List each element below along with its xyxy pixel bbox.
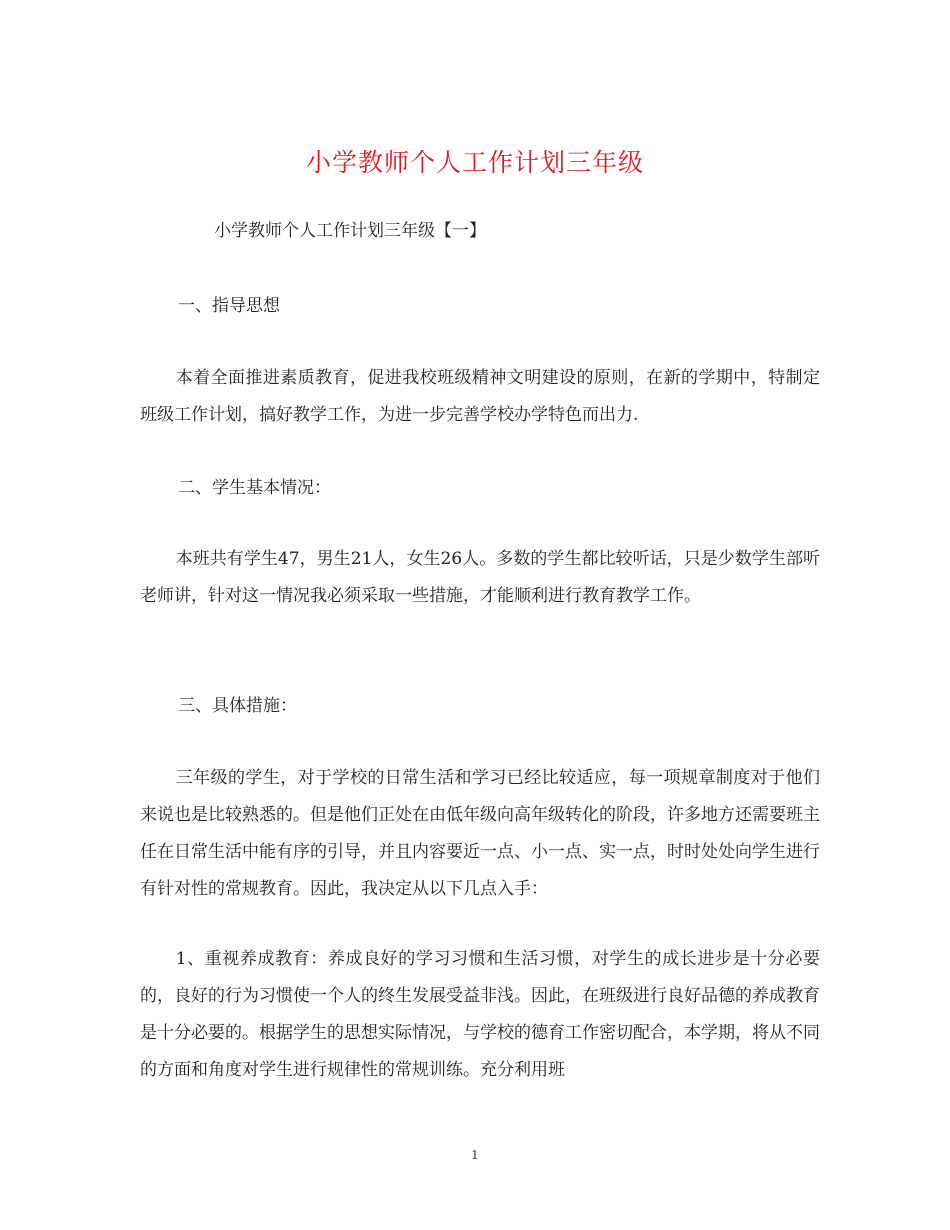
page-number: 1 [471, 1148, 479, 1162]
paragraph-3: 三年级的学生，对于学校的日常生活和学习已经比较适应，每一项规章制度对于他们来说也是比较熟悉的。但是他们正处在由低年级向高年级转化的阶段，许多地方还需要班主任在日常生活中能有序的引导，并且内容要近一点、小一点、实一点，时时处处向学生进行有针对性的常规教育。因此，我决定从以下几点入手： [140, 768, 820, 899]
section-heading-2: 二、学生基本情况： [178, 478, 331, 498]
document-subtitle: 小学教师个人工作计划三年级【一】 [214, 221, 486, 241]
paragraph-1: 本着全面推进素质教育，促进我校班级精神文明建设的原则，在新的学期中，特制定班级工作计划，搞好教学工作，为进一步完善学校办学特色而出力. [140, 368, 820, 425]
section-heading-1: 一、指导思想 [178, 296, 280, 316]
section-heading-3: 三、具体措施： [178, 696, 297, 716]
document-title: 小学教师个人工作计划三年级 [305, 148, 644, 177]
paragraph-4: 1、重视养成教育：养成良好的学习习惯和生活习惯，对学生的成长进步是十分必要的，良好的行为习惯使一个人的终生发展受益非浅。因此，在班级进行良好品德的养成教育是十分必要的。根据学生的思想实际情况，与学校的德育工作密切配合，本学期，将从不同的方面和角度对学生进行规律性的常规训练。充分利用班 [140, 949, 820, 1080]
paragraph-2: 本班共有学生47，男生21人，女生26人。多数的学生都比较听话，只是少数学生部听老师讲，针对这一情况我必须采取一些措施，才能顺利进行教育教学工作。 [140, 549, 820, 606]
